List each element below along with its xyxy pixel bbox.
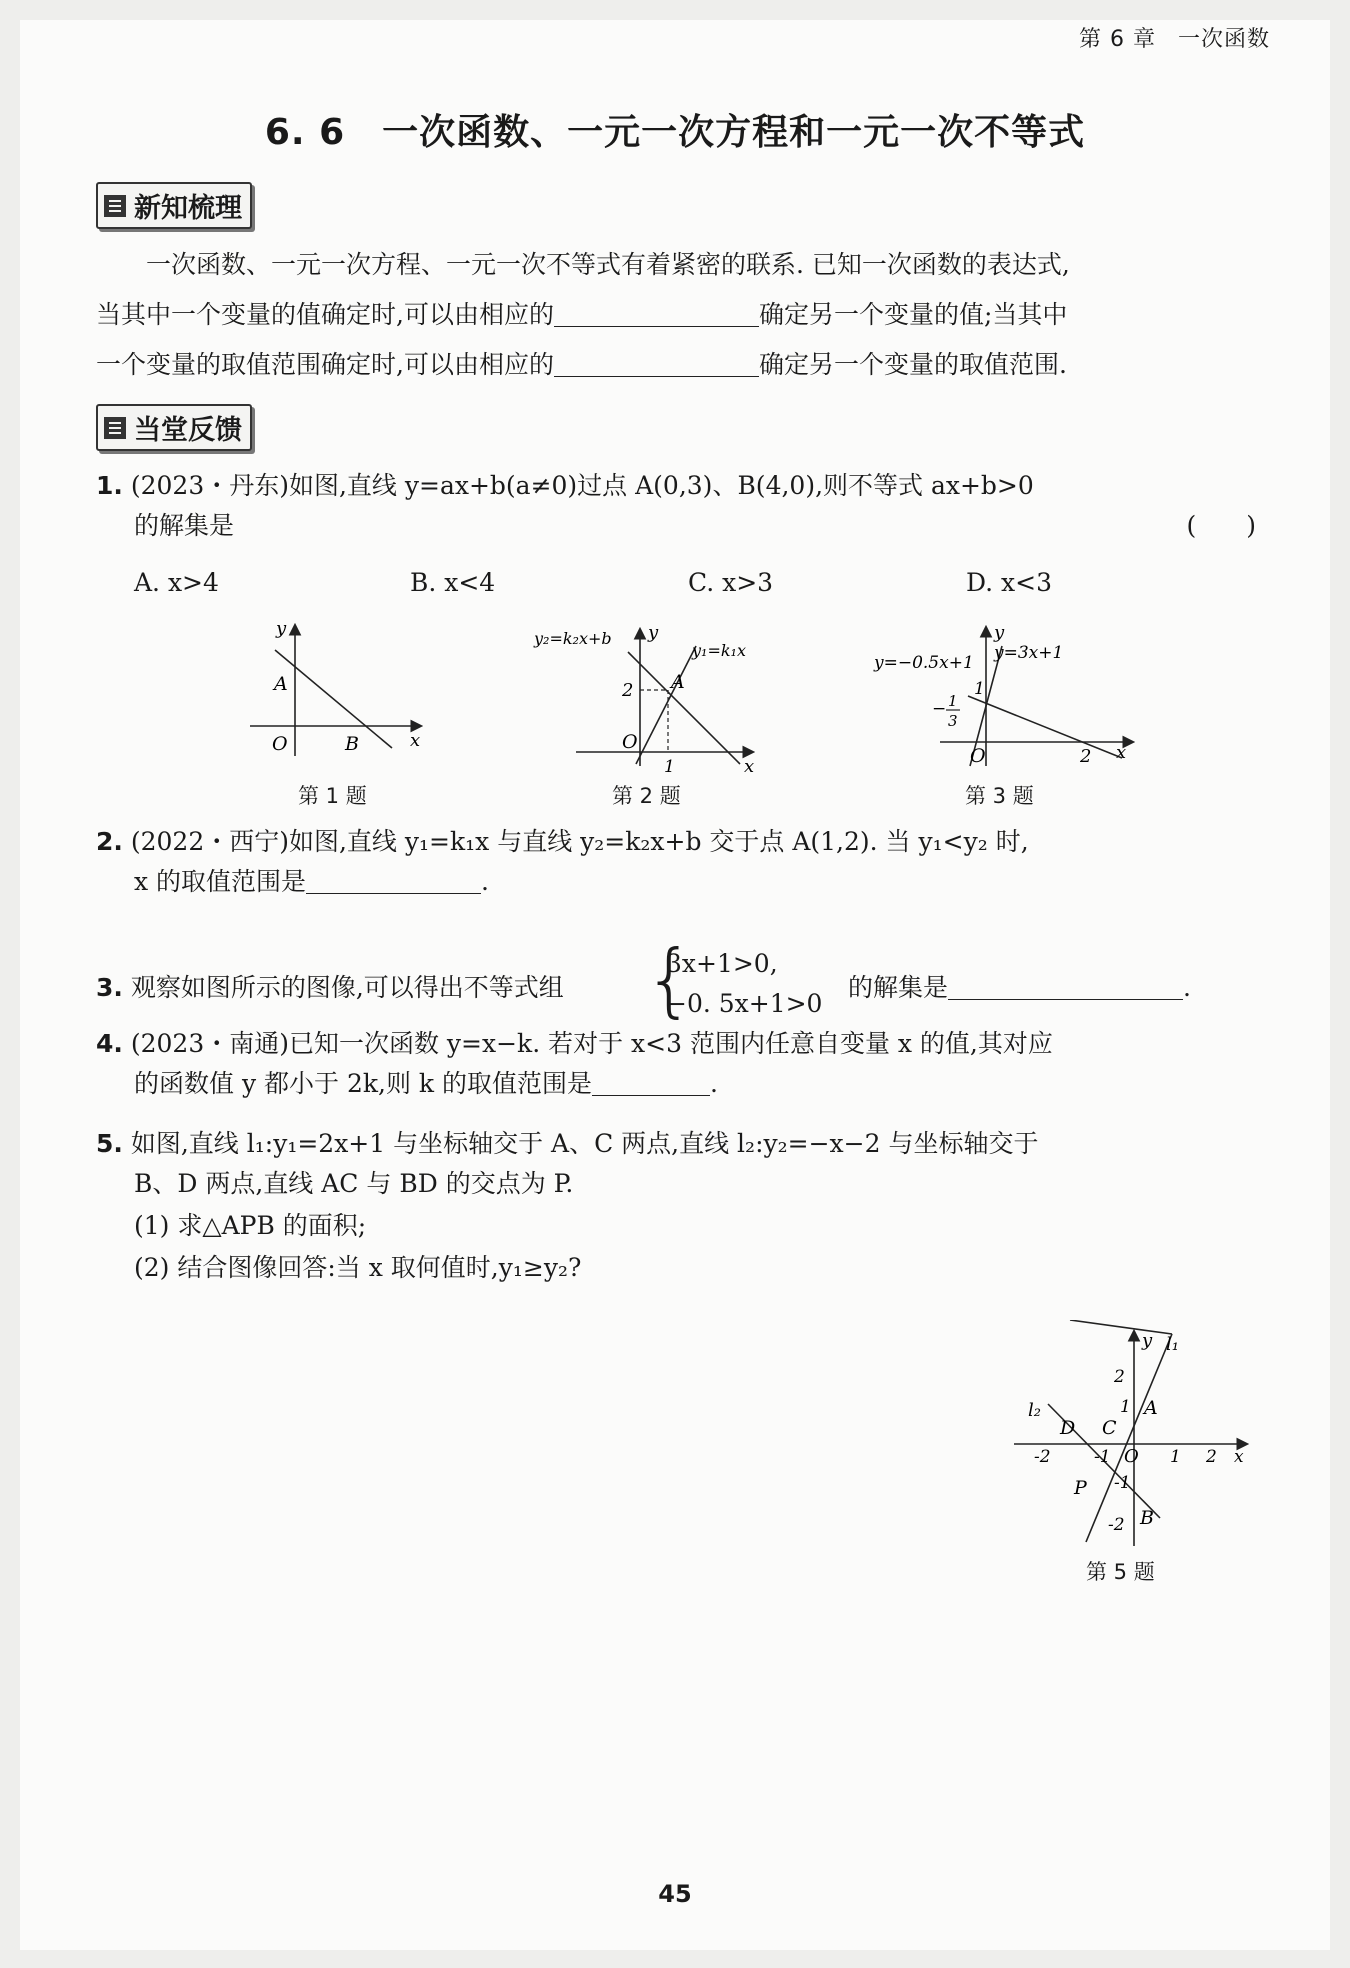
answer-blank[interactable] bbox=[554, 350, 759, 377]
line-label-y1: y₁=k₁x bbox=[692, 641, 746, 660]
figure-1-graph bbox=[240, 616, 440, 766]
axis-label-x: x bbox=[1234, 1447, 1244, 1467]
system-line-1: 3x+1>0, bbox=[666, 949, 778, 978]
line-label-neg-half: y=−0.5x+1 bbox=[874, 653, 974, 673]
knowledge-paragraph bbox=[96, 240, 1256, 390]
question-text: 观察如图所示的图像,可以得出不等式组 bbox=[130, 973, 564, 1002]
question-text: x 的取值范围是 bbox=[134, 867, 307, 896]
question-text: (2022・西宁)如图,直线 y₁=k₁x 与直线 y₂=k₂x+b 交于点 A(1,2). 当 y₁<y₂ 时, bbox=[130, 827, 1029, 856]
question-1 bbox=[96, 466, 1256, 546]
question-text: (2023・南通)已知一次函数 y=x−k. 若对于 x<3 范围内任意自变量 x 的值,其对应 bbox=[130, 1029, 1053, 1058]
question-number: 4. bbox=[96, 1029, 123, 1058]
answer-blank[interactable] bbox=[306, 867, 481, 894]
figure-2-graph bbox=[530, 616, 770, 776]
question-5 bbox=[96, 1124, 1256, 1288]
book-icon bbox=[104, 195, 126, 217]
system-line-2: −0. 5x+1>0 bbox=[666, 989, 823, 1018]
tick-label-neg1: -1 bbox=[1114, 1473, 1131, 1493]
tick-label-1: 1 bbox=[974, 679, 985, 699]
x-tick-label-neg1: -1 bbox=[1094, 1447, 1111, 1467]
origin-label: O bbox=[272, 733, 288, 755]
minus-sign: − bbox=[932, 699, 947, 719]
axis-label-x: x bbox=[410, 730, 421, 751]
paragraph-line: 一次函数、一元一次方程、一元一次不等式有着紧密的联系. 已知一次函数的表达式, bbox=[146, 250, 1070, 279]
figure-3-caption: 第 3 题 bbox=[965, 784, 1034, 808]
point-label-a: A bbox=[274, 673, 288, 695]
axis-label-y: y bbox=[648, 622, 659, 643]
chapter-topic: 一次函数 bbox=[1177, 27, 1270, 52]
figure-1-caption: 第 1 题 bbox=[298, 784, 367, 808]
answer-blank[interactable] bbox=[554, 300, 759, 327]
page-number: 45 bbox=[658, 1880, 692, 1908]
origin-label: O bbox=[1124, 1446, 1139, 1467]
question-number: 5. bbox=[96, 1129, 123, 1158]
question-number: 3. bbox=[96, 973, 123, 1002]
figure-5-caption: 第 5 题 bbox=[1086, 1560, 1155, 1584]
point-label-p: P bbox=[1074, 1477, 1087, 1499]
point-label-a: A bbox=[1144, 1397, 1158, 1419]
point-label-c: C bbox=[1102, 1417, 1117, 1439]
figure-3-graph bbox=[870, 616, 1140, 776]
paragraph-line: 一个变量的取值范围确定时,可以由相应的 确定另一个变量的取值范围. bbox=[96, 350, 1067, 379]
pen-icon bbox=[104, 417, 126, 439]
figure-5-graph bbox=[1010, 1320, 1260, 1550]
section-label-new-knowledge bbox=[96, 182, 252, 229]
line-label-l2: l₂ bbox=[1028, 1400, 1041, 1421]
sub-question-2: (2) 结合图像回答:当 x 取何值时,y₁≥y₂? bbox=[134, 1253, 582, 1282]
line-l1 bbox=[1070, 1320, 1172, 1334]
option-d[interactable]: D. x<3 bbox=[966, 568, 1052, 597]
question-text: B、D 两点,直线 AC 与 BD 的交点为 P. bbox=[134, 1169, 574, 1198]
section-label-text: 当堂反馈 bbox=[134, 415, 242, 446]
tick-label-2: 2 bbox=[1114, 1367, 1125, 1387]
axis-label-x: x bbox=[1116, 742, 1127, 763]
paragraph-line: 当其中一个变量的值确定时,可以由相应的 确定另一个变量的值;当其中 bbox=[96, 300, 1068, 329]
question-number: 2. bbox=[96, 827, 123, 856]
answer-paren[interactable]: ( ) bbox=[1186, 511, 1256, 540]
question-text: 的解集是 bbox=[134, 511, 235, 540]
chapter-header bbox=[1079, 22, 1270, 53]
line-ab bbox=[275, 650, 392, 748]
question-3: 3. 观察如图所示的图像,可以得出不等式组 { 3x+1>0, −0. 5x+1>0 的解集是 . bbox=[96, 933, 1191, 1026]
answer-blank[interactable] bbox=[948, 973, 1183, 1000]
tick-label-1: 1 bbox=[1120, 1397, 1131, 1417]
question-2: 2. (2022・西宁)如图,直线 y₁=k₁x 与直线 y₂=k₂x+b 交于点 A(1,2). 当 y₁<y₂ 时, x 的取值范围是 . bbox=[96, 827, 1029, 896]
option-b[interactable]: B. x<4 bbox=[410, 568, 496, 597]
chapter-number: 第 6 章 bbox=[1079, 27, 1156, 52]
tick-label-2: 2 bbox=[622, 680, 634, 701]
question-text: 的解集是 bbox=[848, 973, 949, 1002]
sub-question-1: (1) 求△APB 的面积; bbox=[134, 1211, 367, 1240]
line-y1 bbox=[636, 646, 696, 764]
point-label-b: B bbox=[1140, 1507, 1154, 1529]
point-label-a: A bbox=[671, 671, 685, 693]
fraction-denominator: 3 bbox=[948, 712, 958, 730]
point-label-b: B bbox=[345, 733, 359, 755]
fraction-numerator: 1 bbox=[948, 692, 958, 710]
line-label-l1: l₁ bbox=[1166, 1334, 1179, 1355]
axis-label-y: y bbox=[276, 618, 287, 639]
tick-label-2: 2 bbox=[1080, 746, 1092, 767]
answer-blank[interactable] bbox=[592, 1069, 710, 1096]
line-label-y2: y₂=k₂x+b bbox=[534, 629, 612, 648]
option-a[interactable]: A. x>4 bbox=[134, 568, 219, 597]
tick-label-neg2: -2 bbox=[1108, 1515, 1125, 1535]
line-neg-half bbox=[968, 696, 1122, 758]
system-brace: { bbox=[644, 933, 695, 1026]
line-label-3x: y=3x+1 bbox=[994, 643, 1064, 663]
point-label-d: D bbox=[1060, 1417, 1076, 1439]
line-l1 bbox=[1086, 1334, 1172, 1542]
axis-label-y: y bbox=[994, 622, 1005, 643]
origin-label: O bbox=[622, 731, 638, 753]
x-tick-label-neg2: -2 bbox=[1034, 1447, 1051, 1467]
tick-label-1: 1 bbox=[664, 757, 675, 776]
question-text: 如图,直线 l₁:y₁=2x+1 与坐标轴交于 A、C 两点,直线 l₂:y₂=−x−2 与坐标轴交于 bbox=[130, 1129, 1039, 1158]
origin-label: O bbox=[970, 745, 986, 767]
section-label-feedback bbox=[96, 404, 252, 451]
axis-label-x: x bbox=[744, 756, 755, 776]
x-tick-label-1: 1 bbox=[1170, 1447, 1181, 1467]
question-number: 1. bbox=[96, 471, 123, 500]
axis-label-y: y bbox=[1142, 1330, 1153, 1351]
question-4: 4. (2023・南通)已知一次函数 y=x−k. 若对于 x<3 范围内任意自变量 x 的值,其对应 的函数值 y 都小于 2k,则 k 的取值范围是 . bbox=[96, 1029, 1053, 1098]
question-text: 的函数值 y 都小于 2k,则 k 的取值范围是 bbox=[134, 1069, 593, 1098]
section-title: 6. 6 一次函数、一元一次方程和一元一次不等式 bbox=[264, 112, 1086, 153]
x-tick-label-2: 2 bbox=[1206, 1447, 1217, 1467]
section-label-text: 新知梳理 bbox=[134, 193, 242, 224]
option-c[interactable]: C. x>3 bbox=[688, 568, 774, 597]
figure-2-caption: 第 2 题 bbox=[612, 784, 681, 808]
question-text: (2023・丹东)如图,直线 y=ax+b(a≠0)过点 A(0,3)、B(4,0),则不等式 ax+b>0 bbox=[130, 471, 1034, 500]
